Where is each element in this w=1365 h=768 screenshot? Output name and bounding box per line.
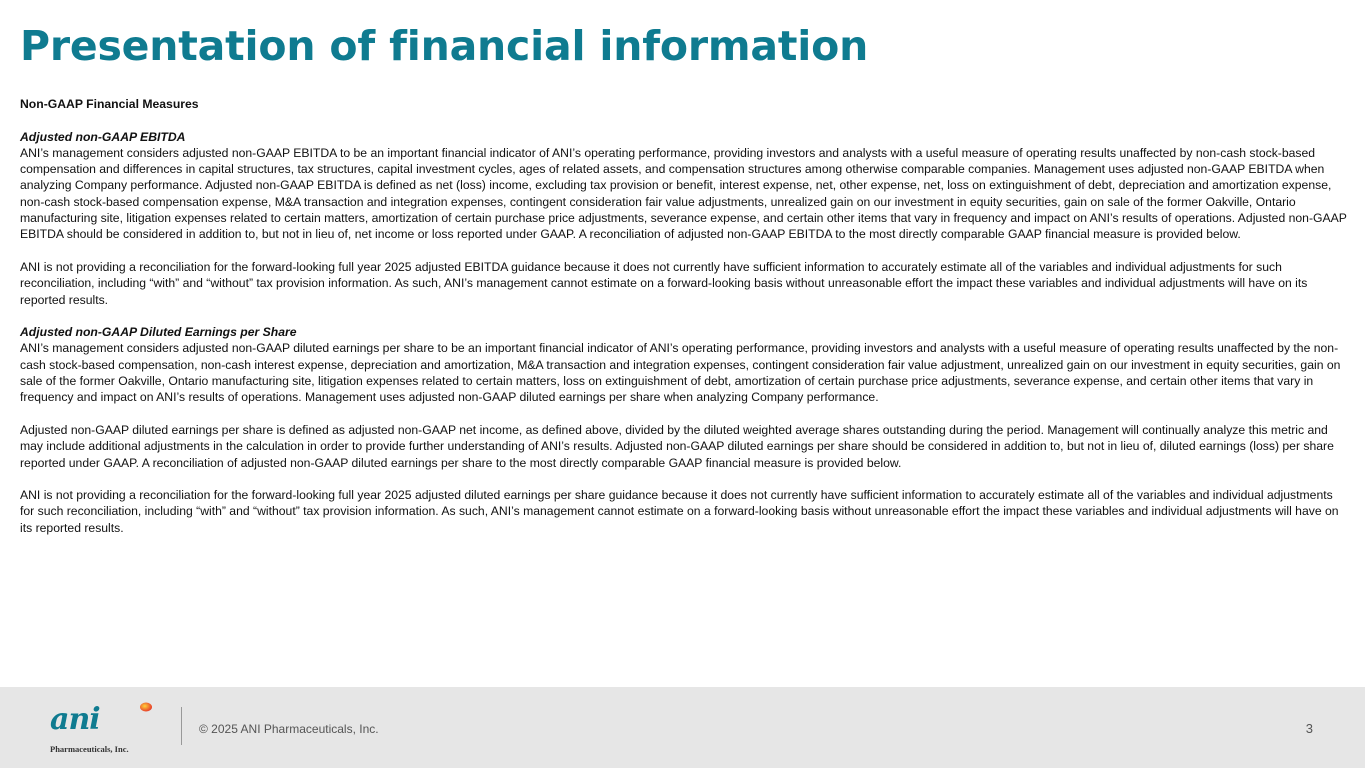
ebitda-paragraph-2: ANI is not providing a reconciliation for the forward-looking full year 2025 adjusted EBITDA guidance because it does not currently have sufficient information to accurately estimate all of the variables and individual adjustments for such reconciliation, including “with” and “without” tax provision information. As such, ANI’s management cannot estimate on a forward-looking basis without unreasonable effort the impact these variables and individual adjustments will have on its reported results. (20, 259, 1308, 307)
svg-text:ani: ani (50, 702, 100, 737)
copyright-text: © 2025 ANI Pharmaceuticals, Inc. (199, 722, 379, 736)
svg-text:Pharmaceuticals, Inc.: Pharmaceuticals, Inc. (50, 744, 129, 754)
ani-logo (46, 701, 161, 757)
ebitda-section (20, 129, 1350, 243)
eps-paragraph-2: Adjusted non-GAAP diluted earnings per share is defined as adjusted non-GAAP net income, as defined above, divided by the diluted weighted average shares outstanding during the period. Management will continually analyze this metric and may include additional adjustments in the calculation in order to provide further understanding of ANI’s results. Adjusted non-GAAP diluted earnings per share should be considered in addition to, but not in lieu of, diluted earnings (loss) per share reported under GAAP. A reconciliation of adjusted non-GAAP diluted earnings per share to the most directly comparable GAAP financial measure is provided below. (20, 422, 1334, 470)
eps-heading: Adjusted non-GAAP Diluted Earnings per Share (20, 325, 297, 340)
section-heading: Non-GAAP Financial Measures (20, 97, 199, 111)
page-title: Presentation of financial information (20, 22, 869, 70)
footer-divider (181, 707, 182, 745)
eps-section (20, 324, 1350, 405)
ebitda-heading: Adjusted non-GAAP EBITDA (20, 129, 186, 144)
body-content (20, 96, 1350, 552)
footer (0, 687, 1365, 768)
ebitda-paragraph-1: ANI’s management considers adjusted non-GAAP EBITDA to be an important financial indicator of ANI’s operating performance, providing investors and analysts with a useful measure of operating results unaffected by non-cash stock-based compensation and differences in capital structures, tax structures, capital investment cycles, ages of related assets, and compensation structures among otherwise comparable companies. Management uses adjusted non-GAAP EBITDA when analyzing Company performance. Adjusted non-GAAP EBITDA is defined as net (loss) income, excluding tax provision or benefit, interest expense, net, other expense, net, loss on extinguishment of debt, depreciation and amortization expense, non-cash stock-based compensation expense, M&A transaction and integration expenses, contingent consideration fair value adjustments, unrealized gain on our investment in equity securities, gain on sale of the former Oakville, Ontario manufacturing site, litigation expenses related to certain matters, amortization of certain purchase price adjustments, severance expense, and certain other items that vary in frequency and impact on ANI’s results of operations. Adjusted non-GAAP EBITDA should be considered in addition to, but not in lieu of, net income or loss reported under GAAP. A reconciliation of adjusted non-GAAP EBITDA to the most directly comparable GAAP financial measure is provided below. (20, 145, 1347, 242)
eps-paragraph-3: ANI is not providing a reconciliation for the forward-looking full year 2025 adjusted diluted earnings per share guidance because it does not currently have sufficient information to accurately estimate all of the variables and individual adjustments for such reconciliation, including “with” and “without” tax provision information. As such, ANI’s management cannot estimate on a forward-looking basis without unreasonable effort the impact these variables and individual adjustments will have on its reported results. (20, 488, 1339, 535)
eps-paragraph-1: ANI’s management considers adjusted non-GAAP diluted earnings per share to be an important financial indicator of ANI’s operating performance, providing investors and analysts with a useful measure of operating results unaffected by the non-cash stock-based compensation, non-cash interest expense, depreciation and amortization, M&A transaction and integration expenses, contingent consideration fair value adjustment, unrealized gain on our investment in equity securities, gain on sale of the former Oakville, Ontario manufacturing site, litigation expenses related to certain matters, loss on extinguishment of debt, amortization of certain purchase price adjustments, severance expense, and certain other items that vary in frequency and impact on ANI’s results of operations. Management uses adjusted non-GAAP diluted earnings per share when analyzing Company performance. (20, 341, 1341, 405)
page-number: 3 (1305, 721, 1313, 736)
